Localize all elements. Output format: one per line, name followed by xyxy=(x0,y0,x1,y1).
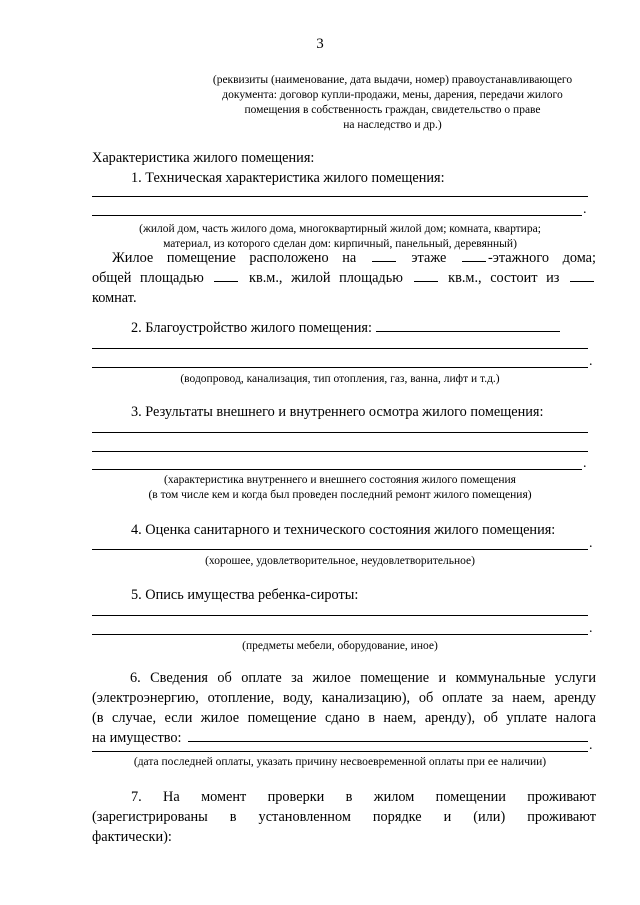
item1-note-line: (жилой дом, часть жилого дома, многоквартирный жилой дом; комната, квартира; xyxy=(139,223,541,235)
item1-para-line: комнат. xyxy=(92,290,137,306)
item4-note: (хорошее, удовлетворительное, неудовлетворительное) xyxy=(205,555,475,567)
item6-line xyxy=(92,668,596,688)
line-end-period: . xyxy=(583,456,587,471)
item5-heading: 5. Опись имущества ребенка-сироты: xyxy=(131,587,359,603)
fill-line[interactable] xyxy=(92,367,588,368)
page-number: 3 xyxy=(316,36,324,52)
fill-line[interactable] xyxy=(92,196,588,197)
item2-note: (водопровод, канализация, тип отопления, газ, ванна, лифт и т.д.) xyxy=(180,373,500,385)
item1-text: этаже xyxy=(411,250,447,266)
fill-line[interactable] xyxy=(92,615,588,616)
item3-note-line: (характеристика внутреннего и внешнего состояния жилого помещения xyxy=(164,474,516,486)
fill-line[interactable] xyxy=(92,348,588,349)
line-end-period: . xyxy=(589,738,593,753)
item6-note: (дата последней оплаты, указать причину несвоевременной оплаты при ее наличии) xyxy=(133,756,547,768)
item7-line: фактически): xyxy=(92,829,172,845)
item1-text: Жилое помещение расположено на xyxy=(112,250,357,266)
fill-line[interactable] xyxy=(92,215,582,216)
item6-line: (в случае, если жилое помещение сдано в наем, аренду), об уплате налога xyxy=(92,710,596,726)
requisites-note-line: документа: договор купли-продажи, мены, дарения, передачи жилого xyxy=(222,89,563,101)
item3-note xyxy=(92,473,588,503)
fill-line[interactable] xyxy=(92,469,582,470)
item5-note: (предметы мебели, оборудование, иное) xyxy=(242,640,438,652)
fill-line[interactable] xyxy=(92,634,588,635)
item1-text: общей площадью xyxy=(92,270,204,286)
item1-text: -этажного дома; xyxy=(487,250,597,266)
total-area-blank[interactable] xyxy=(214,281,238,282)
item7-line: 7. На момент проверки в жилом помещении проживают xyxy=(131,789,596,805)
floor-blank[interactable] xyxy=(372,261,396,262)
item6-line: (электроэнергию, отопление, воду, канализацию), об оплате за наем, аренду xyxy=(92,690,596,706)
section-title: Характеристика жилого помещения: xyxy=(92,150,315,166)
line-end-period: . xyxy=(589,536,593,551)
line-end-period: . xyxy=(583,202,587,217)
fill-line[interactable] xyxy=(92,432,588,433)
line-end-period: . xyxy=(589,621,593,636)
requisites-note-line: на наследство и др.) xyxy=(343,119,442,131)
fill-line[interactable] xyxy=(376,319,560,332)
line-end-period: . xyxy=(589,354,593,369)
item1-heading: 1. Техническая характеристика жилого помещения: xyxy=(131,170,445,186)
item1-text: кв.м., состоит из xyxy=(448,270,560,286)
item6-text: 6. Сведения об оплате за жилое помещение и коммунальные услуги xyxy=(130,670,596,686)
item4-heading: 4. Оценка санитарного и технического состояния жилого помещения: xyxy=(131,522,556,538)
fill-line[interactable] xyxy=(92,549,588,550)
item7-line: (зарегистрированы в установленном порядке и (или) проживают xyxy=(92,809,596,825)
requisites-note-line: (реквизиты (наименование, дата выдачи, номер) правоустанавливающего xyxy=(212,74,573,86)
item1-text: кв.м., жилой площадью xyxy=(249,270,403,286)
rooms-count-blank[interactable] xyxy=(570,281,594,282)
item2-heading xyxy=(131,318,560,338)
fill-line[interactable] xyxy=(92,751,588,752)
floors-count-blank[interactable] xyxy=(462,261,486,262)
fill-line[interactable] xyxy=(188,741,588,742)
fill-line[interactable] xyxy=(92,451,588,452)
living-area-blank[interactable] xyxy=(414,281,438,282)
item1-note-line: материал, из которого сделан дом: кирпичный, панельный, деревянный) xyxy=(163,238,517,250)
item2-heading-text: 2. Благоустройство жилого помещения: xyxy=(131,320,372,336)
item1-para-line xyxy=(92,268,596,288)
item3-heading: 3. Результаты внешнего и внутреннего осмотра жилого помещения: xyxy=(131,404,544,420)
item1-para-line xyxy=(92,248,596,268)
item6-line: на имущество: xyxy=(92,730,182,746)
item3-note-line: (в том числе кем и когда был проведен последний ремонт жилого помещения) xyxy=(148,489,532,501)
requisites-note xyxy=(185,73,600,133)
requisites-note-line: помещения в собственность граждан, свидетельство о праве xyxy=(244,104,541,116)
